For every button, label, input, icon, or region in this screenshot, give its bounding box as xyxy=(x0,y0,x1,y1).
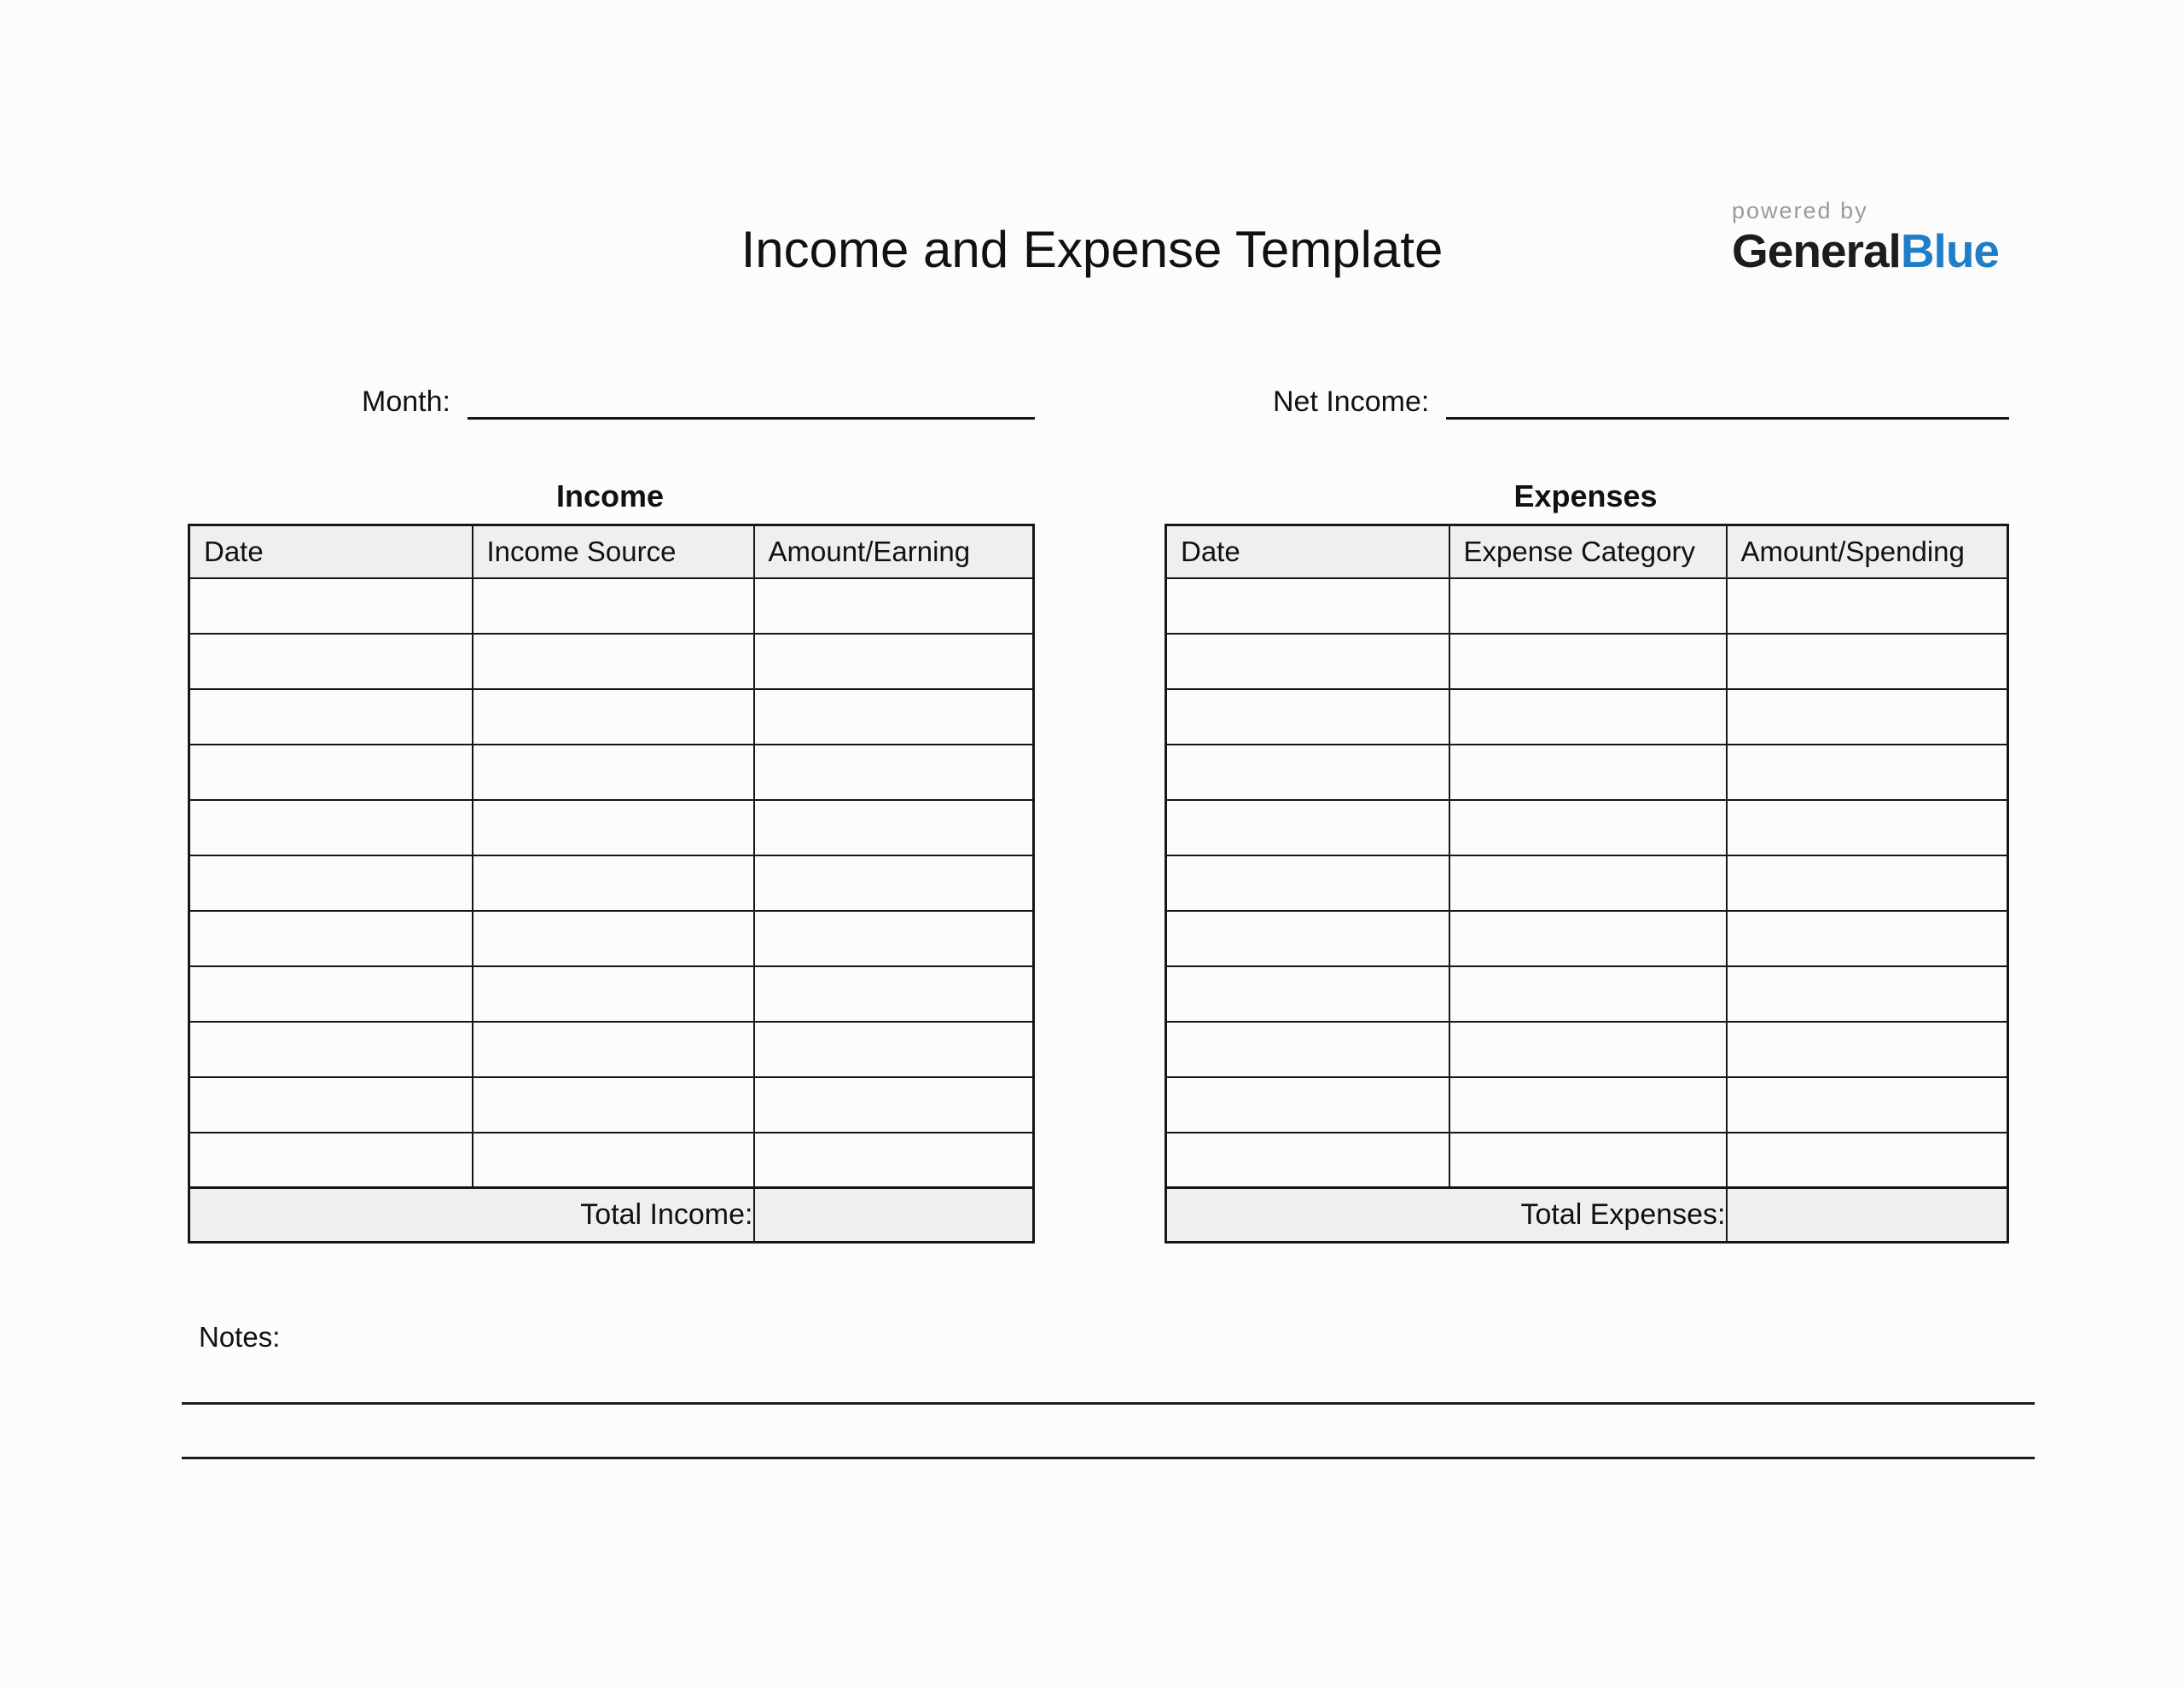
blank-cell[interactable] xyxy=(1727,1133,2008,1188)
income-table xyxy=(188,524,1035,1244)
blank-cell[interactable] xyxy=(189,745,473,800)
blank-cell[interactable] xyxy=(189,689,473,745)
blank-cell[interactable] xyxy=(1449,966,1727,1022)
blank-cell[interactable] xyxy=(473,911,754,966)
blank-cell[interactable] xyxy=(1166,578,1449,634)
expense-row xyxy=(1166,1022,2008,1077)
blank-cell[interactable] xyxy=(1727,800,2008,855)
income-header-row xyxy=(189,525,1034,578)
blank-cell[interactable] xyxy=(1166,634,1449,689)
income-row xyxy=(189,1022,1034,1077)
blank-cell[interactable] xyxy=(473,745,754,800)
blank-cell[interactable] xyxy=(1449,855,1727,911)
blank-cell[interactable] xyxy=(189,1022,473,1077)
total-income-label: Total Income: xyxy=(189,1188,754,1243)
blank-cell[interactable] xyxy=(473,966,754,1022)
income-row xyxy=(189,1077,1034,1133)
blank-cell[interactable] xyxy=(1449,689,1727,745)
blank-cell[interactable] xyxy=(754,800,1034,855)
expense-row xyxy=(1166,578,2008,634)
blank-cell[interactable] xyxy=(754,911,1034,966)
blank-cell[interactable] xyxy=(1727,855,2008,911)
expense-row xyxy=(1166,689,2008,745)
blank-cell[interactable] xyxy=(1727,1077,2008,1133)
blank-cell[interactable] xyxy=(1449,578,1727,634)
brand-primary-text: General xyxy=(1732,224,1901,277)
blank-cell[interactable] xyxy=(473,1077,754,1133)
income-row xyxy=(189,634,1034,689)
net-income-label: Net Income: xyxy=(1273,386,1430,418)
blank-cell[interactable] xyxy=(189,800,473,855)
blank-cell[interactable] xyxy=(1727,689,2008,745)
notes-ruled-line[interactable] xyxy=(182,1402,2035,1405)
blank-cell[interactable] xyxy=(1166,1022,1449,1077)
blank-cell[interactable] xyxy=(189,911,473,966)
brand-logo xyxy=(1732,200,1999,275)
income-row xyxy=(189,855,1034,911)
brand-wordmark xyxy=(1732,224,2000,277)
blank-cell[interactable] xyxy=(473,634,754,689)
blank-cell[interactable] xyxy=(1449,634,1727,689)
income-row xyxy=(189,911,1034,966)
expense-row xyxy=(1166,634,2008,689)
expenses-table xyxy=(1165,524,2009,1244)
blank-cell[interactable] xyxy=(754,1133,1034,1188)
income-section-title: Income xyxy=(555,478,665,513)
blank-cell[interactable] xyxy=(473,689,754,745)
blank-cell[interactable] xyxy=(1449,1077,1727,1133)
column-header-date: Date xyxy=(189,525,473,578)
income-row xyxy=(189,800,1034,855)
brand-accent-text: Blue xyxy=(1900,224,2000,277)
total-income-value[interactable] xyxy=(754,1188,1034,1243)
blank-cell[interactable] xyxy=(754,634,1034,689)
income-row xyxy=(189,966,1034,1022)
blank-cell[interactable] xyxy=(1727,966,2008,1022)
page-title: Income and Expense Template xyxy=(741,221,1443,278)
blank-cell[interactable] xyxy=(754,1077,1034,1133)
expense-row xyxy=(1166,800,2008,855)
income-total-row xyxy=(189,1188,1034,1243)
blank-cell[interactable] xyxy=(1449,800,1727,855)
expense-row xyxy=(1166,1133,2008,1188)
blank-cell[interactable] xyxy=(754,966,1034,1022)
blank-cell[interactable] xyxy=(473,578,754,634)
blank-cell[interactable] xyxy=(754,1022,1034,1077)
expense-row xyxy=(1166,1077,2008,1133)
blank-cell[interactable] xyxy=(189,1133,473,1188)
blank-cell[interactable] xyxy=(473,1022,754,1077)
blank-cell[interactable] xyxy=(754,855,1034,911)
blank-cell[interactable] xyxy=(754,689,1034,745)
blank-cell[interactable] xyxy=(1727,1022,2008,1077)
column-header-expense-category: Expense Category xyxy=(1449,525,1727,578)
blank-cell[interactable] xyxy=(189,1077,473,1133)
column-header-amount-earning: Amount/Earning xyxy=(754,525,1034,578)
expenses-total-row xyxy=(1166,1188,2008,1243)
notes-label: Notes: xyxy=(199,1321,281,1353)
expense-row xyxy=(1166,745,2008,800)
blank-cell[interactable] xyxy=(1166,966,1449,1022)
blank-cell[interactable] xyxy=(754,578,1034,634)
income-row xyxy=(189,1133,1034,1188)
blank-cell[interactable] xyxy=(1727,911,2008,966)
blank-cell[interactable] xyxy=(1166,745,1449,800)
column-header-income-source: Income Source xyxy=(473,525,754,578)
blank-cell[interactable] xyxy=(1449,1133,1727,1188)
expense-row xyxy=(1166,966,2008,1022)
expenses-header-row xyxy=(1166,525,2008,578)
total-expenses-value[interactable] xyxy=(1727,1188,2008,1243)
column-header-date: Date xyxy=(1166,525,1449,578)
blank-cell[interactable] xyxy=(1449,1022,1727,1077)
blank-cell[interactable] xyxy=(1166,689,1449,745)
blank-cell[interactable] xyxy=(1166,1077,1449,1133)
month-input-line[interactable] xyxy=(468,417,1035,420)
column-header-amount-spending: Amount/Spending xyxy=(1727,525,2008,578)
blank-cell[interactable] xyxy=(1166,911,1449,966)
powered-by-text: powered by xyxy=(1732,198,1868,223)
notes-ruled-line[interactable] xyxy=(182,1457,2035,1459)
net-income-input-line[interactable] xyxy=(1446,417,2009,420)
income-row xyxy=(189,578,1034,634)
blank-cell[interactable] xyxy=(189,578,473,634)
blank-cell[interactable] xyxy=(473,855,754,911)
blank-cell[interactable] xyxy=(189,855,473,911)
blank-cell[interactable] xyxy=(473,800,754,855)
blank-cell[interactable] xyxy=(1727,578,2008,634)
expense-row xyxy=(1166,855,2008,911)
month-label: Month: xyxy=(362,386,450,418)
expense-row xyxy=(1166,911,2008,966)
blank-cell[interactable] xyxy=(189,634,473,689)
expenses-section-title: Expenses xyxy=(1513,478,1658,513)
income-row xyxy=(189,745,1034,800)
blank-cell[interactable] xyxy=(1727,745,2008,800)
blank-cell[interactable] xyxy=(1166,1133,1449,1188)
blank-cell[interactable] xyxy=(1727,634,2008,689)
blank-cell[interactable] xyxy=(189,966,473,1022)
blank-cell[interactable] xyxy=(1166,855,1449,911)
income-row xyxy=(189,689,1034,745)
blank-cell[interactable] xyxy=(1449,745,1727,800)
blank-cell[interactable] xyxy=(1166,800,1449,855)
blank-cell[interactable] xyxy=(754,745,1034,800)
blank-cell[interactable] xyxy=(1449,911,1727,966)
blank-cell[interactable] xyxy=(473,1133,754,1188)
total-expenses-label: Total Expenses: xyxy=(1166,1188,1727,1243)
